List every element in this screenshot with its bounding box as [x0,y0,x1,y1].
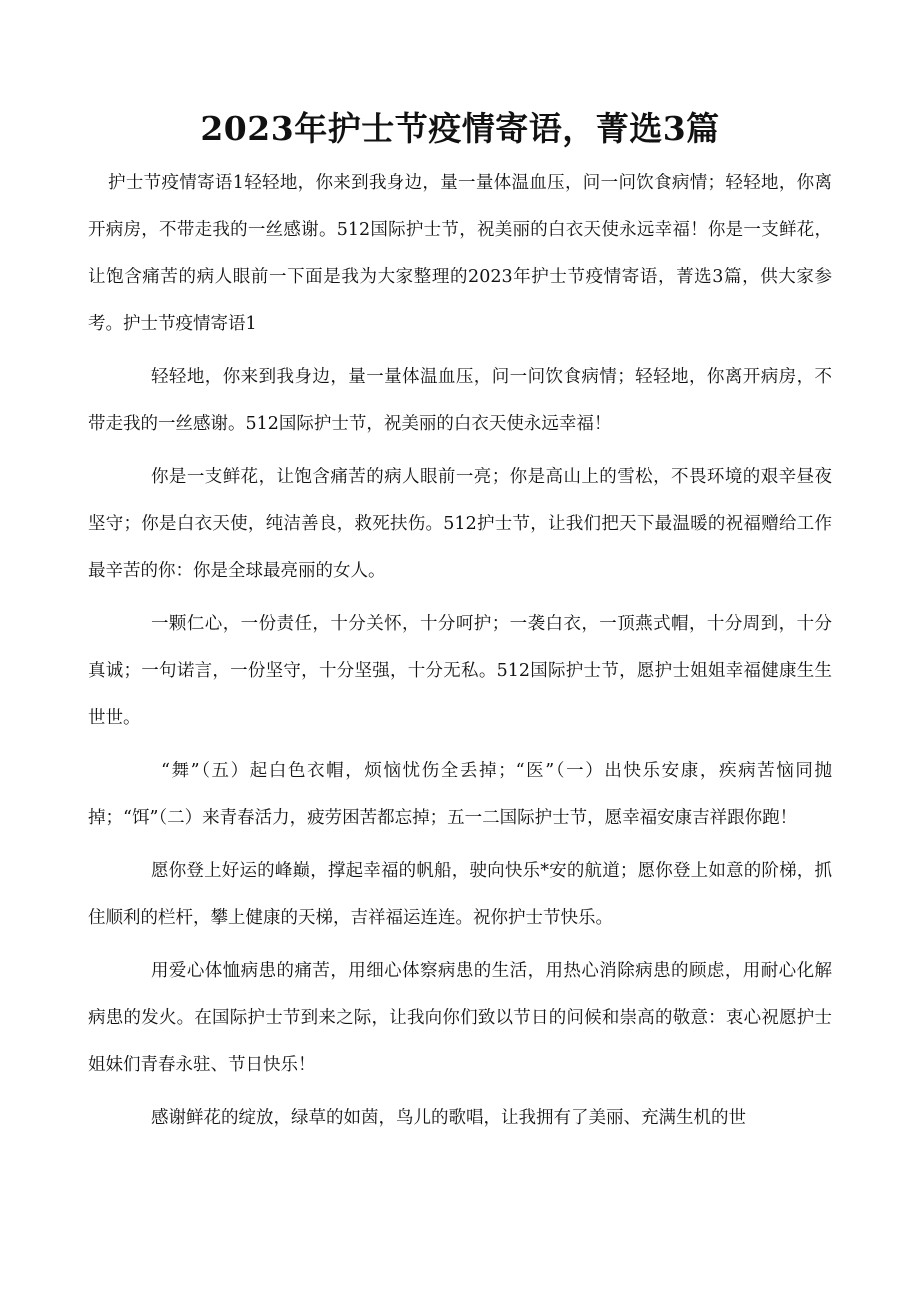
paragraph: 感谢鲜花的绽放，绿草的如茵，鸟儿的歌唱，让我拥有了美丽、充满生机的世 [151,1108,746,1128]
paragraph: 轻轻地，你来到我身边，量一量体温血压，问一问饮食病情；轻轻地，你离开病房，不带走我的一丝感谢。512国际护士节，祝美丽的白衣天使永远幸福！ [88,367,832,434]
paragraph: 愿你登上好运的峰巅，撑起幸福的帆船，驶向快乐*安的航道；愿你登上如意的阶梯，抓住顺利的栏杆，攀上健康的天梯，吉祥福运连连。祝你护士节快乐。 [88,861,832,928]
paragraph: 你是一支鲜花，让饱含痛苦的病人眼前一亮；你是高山上的雪松，不畏环境的艰辛昼夜坚守；你是白衣天使，纯洁善良，救死扶伤。512护士节，让我们把天下最温暖的祝福赠给工作最辛苦的你：你是全球最亮丽的女人。 [88,467,832,581]
paragraph: 用爱心体恤病患的痛苦，用细心体察病患的生活，用热心消除病患的顾虑，用耐心化解病患的发火。在国际护士节到来之际，让我向你们致以节日的问候和崇高的敬意：衷心祝愿护士姐妹们青春永驻、节日快乐！ [88,961,832,1075]
paragraph: 一颗仁心，一份责任，十分关怀，十分呵护；一袭白衣，一顶燕式帽，十分周到，十分真诚；一句诺言，一份坚守，十分坚强，十分无私。512国际护士节，愿护士姐姐幸福健康生生世世。 [88,614,832,728]
document-title: 2023年护士节疫情寄语，菁选3篇 [200,109,720,148]
paragraph: “舞”（五）起白色衣帽，烦恼忧伤全丢掉；“医”（一）出快乐安康，疾病苦恼同抛掉；“饵”（二）来青春活力，疲劳困苦都忘掉；五一二国际护士节，愿幸福安康吉祥跟你跑！ [88,761,832,828]
document-body [88,160,832,1148]
paragraph-intro: 护士节疫情寄语1轻轻地，你来到我身边，量一量体温血压，问一问饮食病情；轻轻地，你离开病房，不带走我的一丝感谢。512国际护士节，祝美丽的白衣天使永远幸福！你是一支鲜花，让饱含痛苦的病人眼前一下面是我为大家整理的2023年护士节疫情寄语，菁选3篇，供大家参考。护士节疫情寄语1 [88,173,832,334]
